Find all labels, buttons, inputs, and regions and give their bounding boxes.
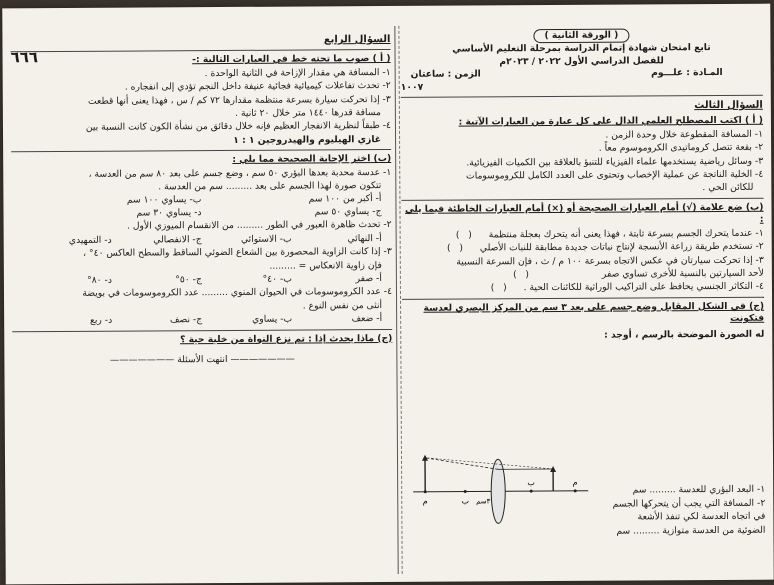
option[interactable]: أ- النهائي (347, 232, 382, 244)
q3-c-item: الضوئية من العدسة متوازية ......... سم (616, 524, 766, 537)
subject-label: المـادة : علـــوم (651, 67, 723, 79)
q4-b-options (12, 273, 392, 288)
option[interactable]: د- التمهيدي (68, 234, 112, 246)
q3-c-item: ١- البعد البؤري للعدسة ......... سم (632, 484, 766, 496)
section-rule (12, 329, 392, 332)
q4-b-question: فإن زاوية الانعكاس = ......... (269, 259, 382, 272)
q3-c-answers (595, 483, 765, 539)
fig-label: م (572, 477, 578, 487)
q3-c-item: ٢- المسافة التي يجب أن يتحركها الجسم (612, 497, 766, 510)
fig-label: ب (527, 478, 535, 488)
option[interactable]: ج- ٥٠° (175, 274, 202, 286)
ray-center (425, 457, 553, 470)
fig-label: ب (461, 496, 470, 506)
exam-header-line1: تابع امتحان شهادة إتمام الدراسة بمرحلة التعليم الأساسي (452, 42, 711, 56)
time-label: الزمن : ساعتان (410, 68, 481, 81)
q4-a-item: ٤- طبقاً لنظرية الانفجار العظيم فإنه خلال دقائق من نشأة الكون كانت النسبة بين (85, 120, 392, 134)
q3-a-item: للكائن الحي . (702, 182, 754, 194)
focus-point (464, 490, 467, 493)
q3-b-title: (ب) ضع علامة (√) أمام العبارات الصحيحة أو (×) أمام العبارات الخاطئة فيما يلي : (404, 201, 764, 226)
q4-b-title: (ب) اختر الإجابة الصحيحة مما يلي : (232, 153, 392, 166)
option[interactable]: ب- ٤٠° (262, 273, 292, 285)
option[interactable]: ج- نصف (169, 314, 203, 326)
q4-b-question: أنثى من نفس النوع . (302, 299, 383, 312)
q4-a-item: ١- المسافة هي مقدار الإزاحة في الثانية الواحدة . (204, 66, 391, 79)
exam-header-line2: للفصل الدراسي الأول ٢٠٢٢ / ٢٠٢٣م (499, 55, 664, 68)
fig-label: م (422, 496, 428, 506)
q3-b-text: لأحد السيارتين بالنسبة للأخرى تساوي صفر (601, 267, 764, 280)
q4-a-item: مسافة قدرها ١٤٤٠ متر خلال ٢٠ ثانية . (235, 107, 381, 119)
option[interactable]: ب- يساوي (252, 313, 293, 325)
exam-code: ٦٦٦ (10, 48, 39, 67)
q4-b-question: ٢- تحدث ظاهرة العبور في الطور ......... من الانقسام الميوزي الأول . (126, 219, 392, 232)
q3-a-item: ٣- وسائل رياضية يستخدمها علماء الفيزياء للتنبؤ بالعلاقة بين الكميات الفيزيائية. (466, 155, 764, 169)
q4-title: السؤال الرابع (323, 33, 391, 46)
section-rule (401, 198, 763, 201)
q3-c-title: (ج) في الشكل المقابل وضع جسم على بعد ٣ سم من المركز البصري لعدسة فتكونت (423, 300, 765, 325)
option[interactable]: ج- الانفصالي (153, 233, 202, 246)
option[interactable]: د- ٨٠° (87, 274, 112, 286)
subject-time-row (401, 67, 763, 82)
header-rule (401, 95, 763, 98)
q4-a-item: غازي الهيليوم والهيدروجين ١ : ١ (233, 133, 382, 146)
focus-point (530, 490, 533, 493)
option[interactable]: د- يساوي ٣٠ سم (136, 207, 202, 219)
option[interactable]: ج- يساوي ٥٠ سم (314, 205, 382, 218)
q3-a-item: ١- المسافة المقطوعة خلال وحدة الزمن . (605, 128, 764, 141)
q4-a-title: ( أ ) صوب ما تحته خط في العبارات التالية :- (192, 53, 391, 66)
option[interactable]: ب- الاستوائي (240, 233, 292, 245)
option[interactable]: أ- صفر (355, 272, 382, 285)
fig-label: ٣سم (476, 497, 491, 506)
center-point (424, 490, 427, 493)
option[interactable]: أ- أكبر من ١٠٠ سم (308, 193, 382, 205)
q3-b-text: ٢- تستخدم طريقة زراعة الأنسجة لإنتاج نباتات جديدة مطابقة للنبات الأصلي (479, 240, 764, 254)
right-column (400, 28, 765, 570)
answer-paren[interactable]: ( ) (490, 282, 507, 294)
answer-paren[interactable]: ( ) (513, 269, 530, 281)
q3-b-item (402, 227, 764, 242)
center-point (574, 489, 577, 492)
option[interactable]: د- ربع (89, 314, 113, 326)
q3-a-item: ٤- الخلية الناتجة عن عملية الإخصاب وتحتوى على العدد الكامل للكروموسومات (466, 168, 764, 182)
q3-a-item: ٢- بقعة تتصل كروماتيدى الكروموسوم معاً . (598, 141, 764, 154)
q4-b-question: تتكون صورة لهذا الجسم على بعد ......... سم من العدسة . (158, 180, 382, 193)
q4-b-question: ١- عدسة محدبة بعدها البؤري ٥٠ سم ، وضع جسم على بعد ٨٠ سم من العدسة ، (88, 166, 392, 180)
ray-virtual (425, 457, 498, 469)
page-code: ١٠٠٧ (400, 81, 424, 93)
section-rule (11, 49, 391, 52)
q3-b-item (402, 241, 764, 256)
q4-a-item: ٢- تحدث تفاعلات كيميائية فجائية عنيفة داخل النجم تؤدي إلى انفجاره . (124, 80, 391, 93)
end-of-questions: ——————— انتهت الأسئلة ——————— (109, 353, 295, 366)
option[interactable]: أ- ضعف (351, 313, 383, 325)
lens-diagram (403, 441, 594, 532)
q3-title: السؤال الثالث (694, 99, 763, 112)
q3-c-line2: له الصورة الموضحة بالرسم ، أوجد : (604, 328, 765, 341)
q4-a-item: ٣- إذا تحركت سيارة بسرعة منتظمة مقدارها ٧٢ كم / س ، فهذا يعنى أنها قطعت (87, 93, 391, 107)
end-label: انتهت الأسئلة (177, 353, 228, 366)
option[interactable]: ب- يساوي ١٠٠ سم (126, 194, 202, 207)
q3-c-item: في اتجاه العدسة لكي تنفذ الأشعة (637, 510, 766, 523)
section-rule (402, 296, 764, 299)
q4-c-title: (ج) ماذا يحدث إذا : تم نزع النواة من خلية حية ؟ (180, 332, 393, 345)
left-column (10, 30, 393, 572)
paper-stamp: ( الورقة الثانية ) (533, 29, 629, 44)
q3-b-item (402, 268, 764, 283)
q4-b-question: ٤- عدد الكروموسومات في الحيوان المنوي ......... عدد الكروموسومات في بويضة (82, 286, 393, 300)
answer-paren[interactable]: ( ) (447, 242, 464, 254)
q3-b-item: ٣- إذا تحركت سيارتان في عكس الاتجاه بسرعة ١٠٠ م / ث ، فإن السرعة النسبية (456, 254, 764, 268)
section-rule (11, 149, 391, 152)
q4-b-options (12, 233, 392, 248)
q4-b-question: ٣- إذا كانت الزاوية المحصورة بين الشعاع الضوئي الساقط والسطح العاكس ٤٠° ، (83, 246, 392, 259)
exam-paper (2, 4, 774, 585)
q3-a-title: ( أ ) اكتب المصطلح العلمي الدال على كل عبارة من العبارات الآتية : (458, 115, 763, 129)
q3-b-text: ١- عندما يتحرك الجسم بسرعة ثابتة ، فهذا يعنى أنه يتحرك بعجلة منتظمة (488, 227, 764, 241)
q3-b-text: ٤- التكاثر الجنسي يحافظ على التراكيب الوراثية للكائنات الحية . (523, 281, 764, 294)
q3-b-item (402, 281, 764, 296)
q4-b-options (12, 313, 392, 328)
answer-paren[interactable]: ( ) (455, 229, 472, 241)
